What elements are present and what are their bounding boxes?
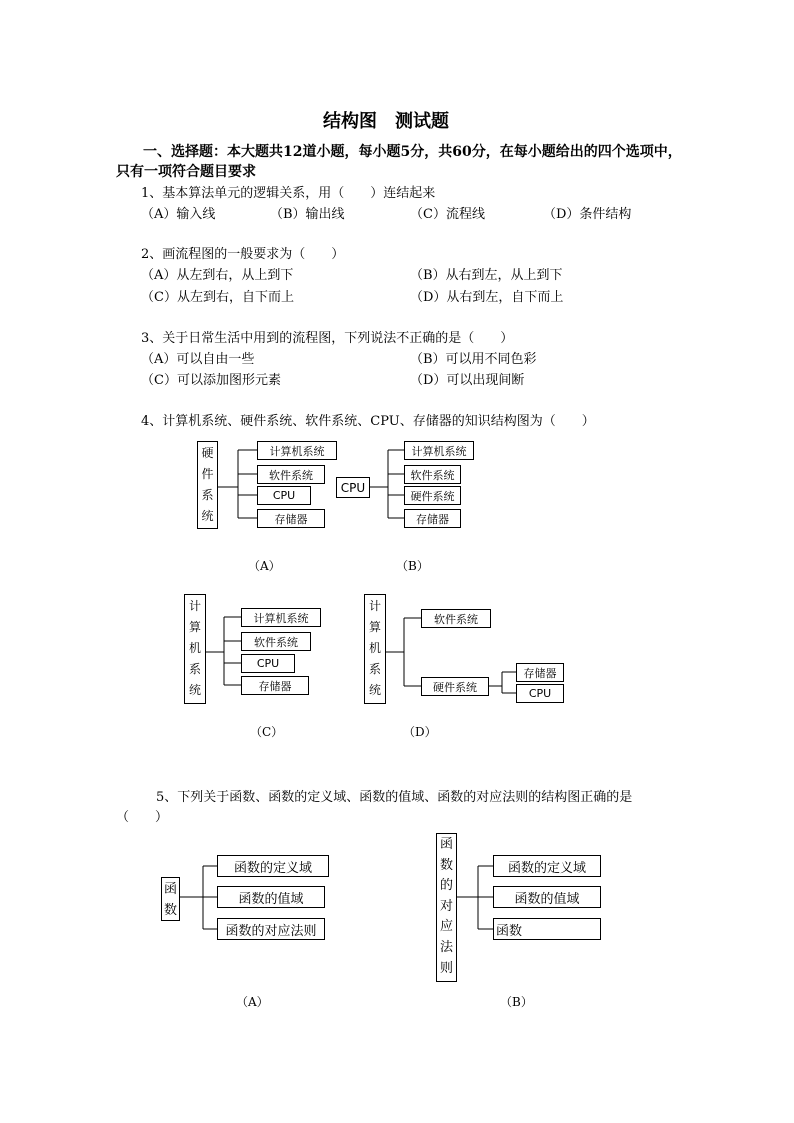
q4c-node-computer-system: 计算机系统 (241, 608, 321, 627)
q1-stem: 1、基本算法单元的逻辑关系，用（ ）连结起来 (141, 186, 436, 201)
q5-stem-paren: （ ） (116, 810, 169, 825)
q5-label-a: （A） (236, 995, 269, 1009)
q4a-root-char: 硬 (201, 446, 214, 460)
q5a-root-char: 数 (163, 903, 177, 918)
q5b-root-char: 的 (439, 878, 453, 894)
q2-option-d: （D）从右到左，自下而上 (410, 290, 564, 305)
q4d-node-hardware-system: 硬件系统 (421, 677, 489, 696)
q5b-root-box (436, 833, 457, 982)
q5b-node-range: 函数的值域 (493, 886, 601, 908)
page-title: 结构图 测试题 (323, 111, 449, 132)
q4-label-d: （D） (403, 725, 437, 739)
q5b-root-char: 数 (439, 857, 453, 873)
q3-option-c: （C）可以添加图形元素 (141, 373, 281, 388)
q5b-node-domain: 函数的定义域 (493, 855, 601, 877)
q4-label-a: （A） (248, 559, 281, 573)
q5a-node-domain: 函数的定义域 (217, 855, 329, 877)
q5b-root-char: 法 (439, 939, 453, 955)
q5b-root-char: 函 (439, 837, 453, 852)
q5-stem: 5、下列关于函数、函数的定义域、函数的值域、函数的对应法则的结构图正确的是 (156, 790, 633, 805)
q4b-node-software-system: 软件系统 (404, 465, 461, 484)
q4a-node-storage: 存储器 (257, 509, 325, 528)
q3-option-d: （D）可以出现间断 (410, 373, 525, 388)
q3-option-b: （B）可以用不同色彩 (410, 352, 537, 367)
q5a-root-box (161, 877, 180, 921)
q5b-node-function: 函数 (493, 918, 601, 940)
q4c-root-char: 统 (188, 683, 201, 697)
q1-option-a: （A）输入线 (141, 207, 216, 222)
q1-option-c: （C）流程线 (410, 207, 485, 222)
q5a-node-rule: 函数的对应法则 (217, 918, 325, 940)
q5-label-b: （B） (500, 995, 533, 1009)
q4d-node-storage: 存储器 (516, 663, 564, 682)
q4d-root-char: 计 (368, 599, 381, 613)
q4d-node-cpu: CPU (516, 684, 564, 703)
q4a-root-char: 统 (201, 509, 214, 523)
q2-option-a: （A）从左到右，从上到下 (141, 268, 294, 283)
q4d-root-char: 统 (368, 683, 381, 697)
q4c-node-software-system: 软件系统 (241, 632, 311, 651)
q3-option-a: （A）可以自由一些 (141, 352, 255, 367)
section-heading-line1: 一、选择题：本大题共12道小题，每小题5分，共60分，在每小题给出的四个选项中， (143, 144, 682, 160)
q4a-root-box (197, 441, 218, 529)
q1-option-d: （D）条件结构 (543, 207, 632, 222)
q4a-root-char: 系 (201, 488, 214, 502)
q4c-root-char: 机 (188, 641, 201, 655)
q4c-root-char: 系 (188, 662, 201, 676)
section-heading-line2: 只有一项符合题目要求 (116, 164, 256, 180)
q5a-root-char: 函 (163, 882, 177, 897)
q2-option-c: （C）从左到右，自下而上 (141, 290, 294, 305)
q4a-root-char: 件 (201, 467, 214, 481)
q5a-node-range: 函数的值域 (217, 886, 325, 908)
q4-label-c: （C） (250, 725, 284, 739)
q4c-node-cpu: CPU (241, 654, 295, 673)
q4d-root-box (364, 594, 386, 704)
q4d-root-char: 机 (368, 641, 381, 655)
q4c-node-storage: 存储器 (241, 676, 309, 695)
q2-stem: 2、画流程图的一般要求为（ ） (141, 247, 345, 262)
q4b-node-hardware-system: 硬件系统 (404, 486, 461, 505)
q4d-root-char: 系 (368, 662, 381, 676)
q4d-node-software-system: 软件系统 (421, 609, 491, 628)
q4c-root-box (184, 594, 206, 704)
q4b-root-cpu: CPU (336, 477, 370, 498)
q1-option-b: （B）输出线 (270, 207, 345, 222)
q2-option-b: （B）从右到左，从上到下 (410, 268, 563, 283)
q4a-node-cpu: CPU (257, 486, 311, 505)
q4c-root-char: 算 (188, 620, 201, 634)
q4b-node-computer-system: 计算机系统 (404, 441, 474, 460)
q3-stem: 3、关于日常生活中用到的流程图，下列说法不正确的是（ ） (141, 331, 514, 346)
q4-stem: 4、计算机系统、硬件系统、软件系统、CPU、存储器的知识结构图为（ ） (141, 414, 595, 429)
q4a-node-computer-system: 计算机系统 (257, 441, 337, 460)
q5b-root-char: 对 (439, 898, 453, 914)
q4-label-b: （B） (396, 559, 429, 573)
q4d-root-char: 算 (368, 620, 381, 634)
q4c-root-char: 计 (188, 599, 201, 613)
q4b-node-storage: 存储器 (404, 509, 461, 528)
q5b-root-char: 则 (439, 960, 453, 976)
q4a-node-software-system: 软件系统 (257, 465, 325, 484)
q5b-root-char: 应 (439, 919, 453, 935)
